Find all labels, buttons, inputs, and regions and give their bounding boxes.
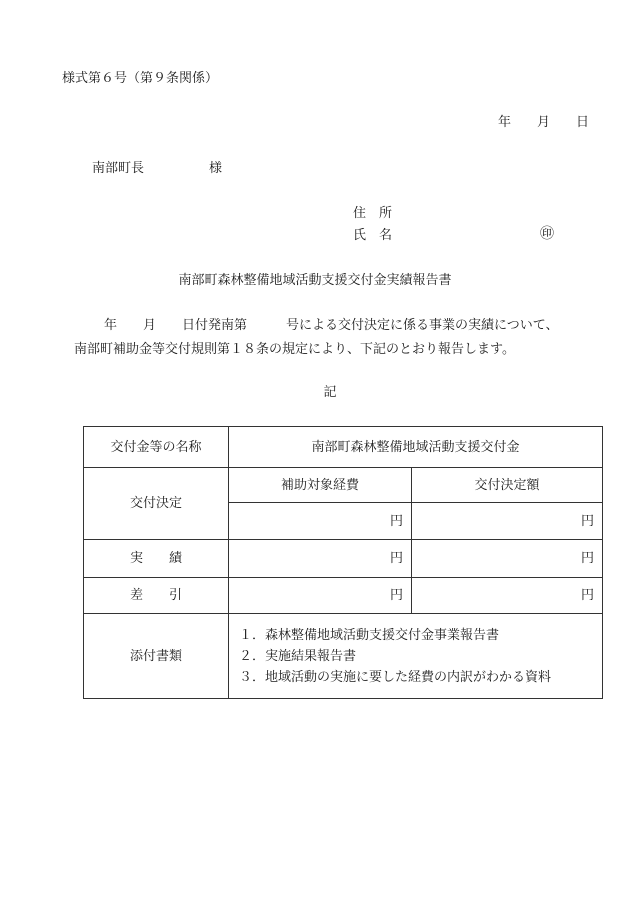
decision-cost-yen: 円 bbox=[229, 503, 412, 540]
decision-amount-header: 交付決定額 bbox=[412, 468, 603, 503]
attachment-item: ３．地域活動の実施に要した経費の内訳がわかる資料 bbox=[239, 669, 552, 685]
attachment-item: ２．実施結果報告書 bbox=[239, 648, 357, 664]
difference-cost-yen: 円 bbox=[229, 578, 412, 614]
actual-label: 実 績 bbox=[84, 540, 229, 578]
date-line: 年 月 日 bbox=[498, 115, 590, 130]
report-table bbox=[83, 426, 603, 699]
body-line-1: 年 月 日付発南第 号による交付決定に係る事業の実績について、 bbox=[104, 318, 559, 333]
grant-name-label: 交付金等の名称 bbox=[84, 427, 229, 468]
addressee: 南部町長 様 bbox=[92, 161, 223, 176]
table-row bbox=[84, 468, 603, 503]
document-title: 南部町森林整備地域活動支援交付金実績報告書 bbox=[178, 273, 452, 288]
table-row bbox=[84, 427, 603, 468]
eligible-cost-header: 補助対象経費 bbox=[229, 468, 412, 503]
seal-mark: ㊞ bbox=[540, 226, 554, 242]
actual-amount-yen: 円 bbox=[412, 540, 603, 578]
difference-amount-yen: 円 bbox=[412, 578, 603, 614]
body-line-2: 南部町補助金等交付規則第１８条の規定により、下記のとおり報告します。 bbox=[74, 342, 515, 357]
table-row bbox=[84, 578, 603, 614]
address-label: 住 所 bbox=[353, 206, 393, 221]
attachments-label: 添付書類 bbox=[84, 614, 229, 699]
grant-name-value: 南部町森林整備地域活動支援交付金 bbox=[229, 427, 603, 468]
actual-cost-yen: 円 bbox=[229, 540, 412, 578]
attachment-item: １．森林整備地域活動支援交付金事業報告書 bbox=[239, 627, 500, 643]
decision-label: 交付決定 bbox=[84, 468, 229, 540]
table-row bbox=[84, 614, 603, 699]
ki-heading: 記 bbox=[323, 385, 337, 400]
name-label: 氏 名 bbox=[353, 228, 393, 243]
decision-amount-yen: 円 bbox=[412, 503, 603, 540]
table-row bbox=[84, 540, 603, 578]
difference-label: 差 引 bbox=[84, 578, 229, 614]
attachments-list bbox=[229, 614, 603, 699]
form-number: 様式第６号（第９条関係） bbox=[62, 71, 219, 86]
